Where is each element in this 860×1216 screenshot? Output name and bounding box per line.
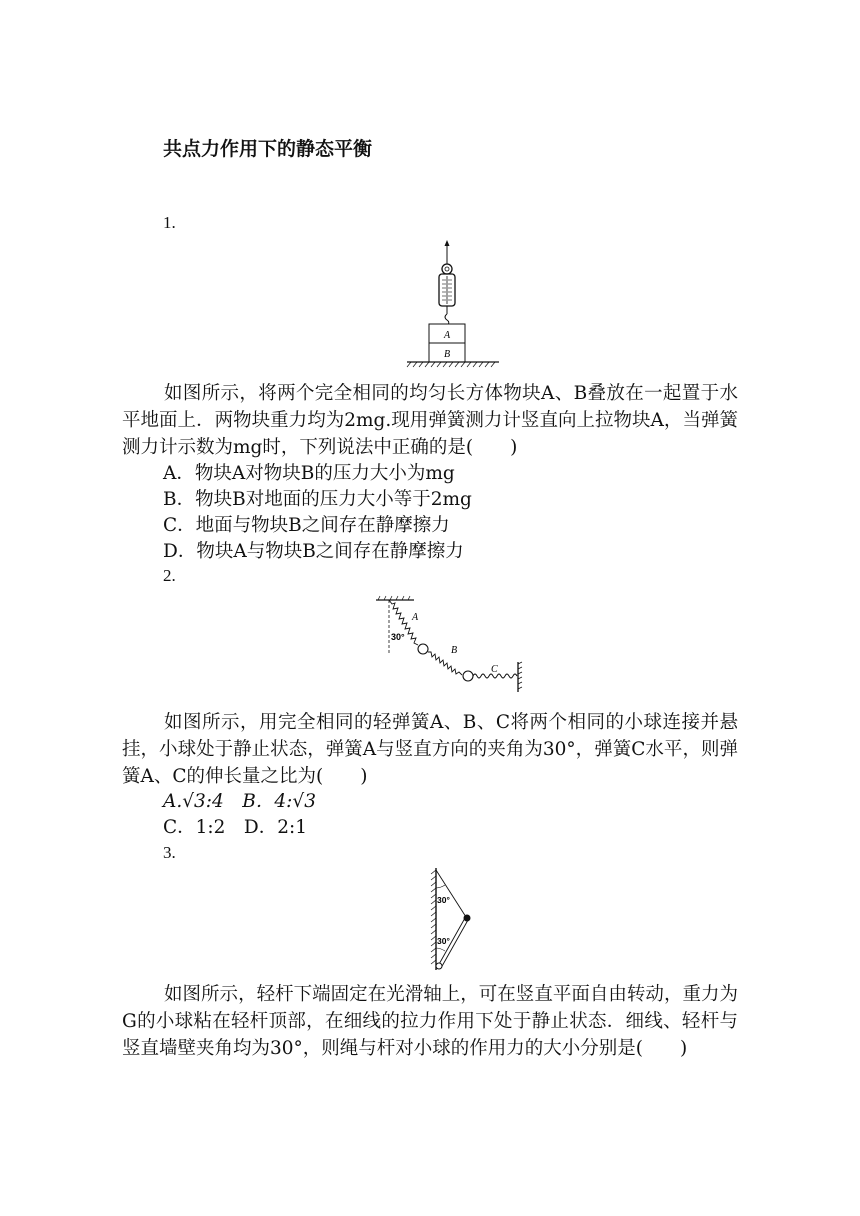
- angle-bottom-label: 30°: [437, 936, 450, 946]
- question-2-options-row-2: C．1:2 D．2:1: [163, 817, 308, 838]
- question-1-option-a: A．物块A对物块B的压力大小为mg: [163, 463, 455, 484]
- angle-label: 30°: [391, 632, 405, 642]
- question-2-stem: 如图所示，用完全相同的轻弹簧A、B、C将两个相同的小球连接并悬挂，小球处于静止状态，弹簧A与竖直方向的夹角为30°，弹簧C水平，则弹簧A、C的伸长量之比为( ): [122, 712, 738, 787]
- question-3-figure: [428, 866, 478, 976]
- spring-c-label: C: [491, 664, 498, 675]
- block-a-label: A: [444, 330, 451, 341]
- question-1-figure: [405, 240, 505, 370]
- block-b-label: B: [444, 349, 451, 360]
- angle-top-label: 30°: [437, 895, 450, 905]
- section-title: 共点力作用下的静态平衡: [163, 138, 373, 160]
- question-2-options-row-1: A.√3:4 B．4:√3: [163, 791, 316, 812]
- question-1-option-c: C．地面与物块B之间存在静摩擦力: [163, 515, 450, 536]
- question-1-number: 1.: [163, 213, 176, 232]
- question-3-stem: 如图所示，轻杆下端固定在光滑轴上，可在竖直平面自由转动，重力为G的小球粘在轻杆顶部，在细线的拉力作用下处于静止状态．细线、轻杆与竖直墙壁夹角均为30°，则绳与杆对小球的作用力的大小分别是( ): [122, 984, 738, 1059]
- question-1-stem: 如图所示，将两个完全相同的均匀长方体物块A、B叠放在一起置于水平地面上．两物块重力均为2mg.现用弹簧测力计竖直向上拉物块A，当弹簧测力计示数为mg时，下列说法中正确的是( ): [122, 383, 738, 458]
- question-1-option-b: B．物块B对地面的压力大小等于2mg: [163, 489, 472, 510]
- question-2-number: 2.: [163, 566, 176, 585]
- question-1-option-d: D．物块A与物块B之间存在静摩擦力: [163, 541, 464, 562]
- question-3-number: 3.: [163, 843, 176, 862]
- question-2-figure: [372, 596, 527, 696]
- spring-a-label: A: [412, 612, 419, 623]
- spring-b-label: B: [451, 645, 458, 656]
